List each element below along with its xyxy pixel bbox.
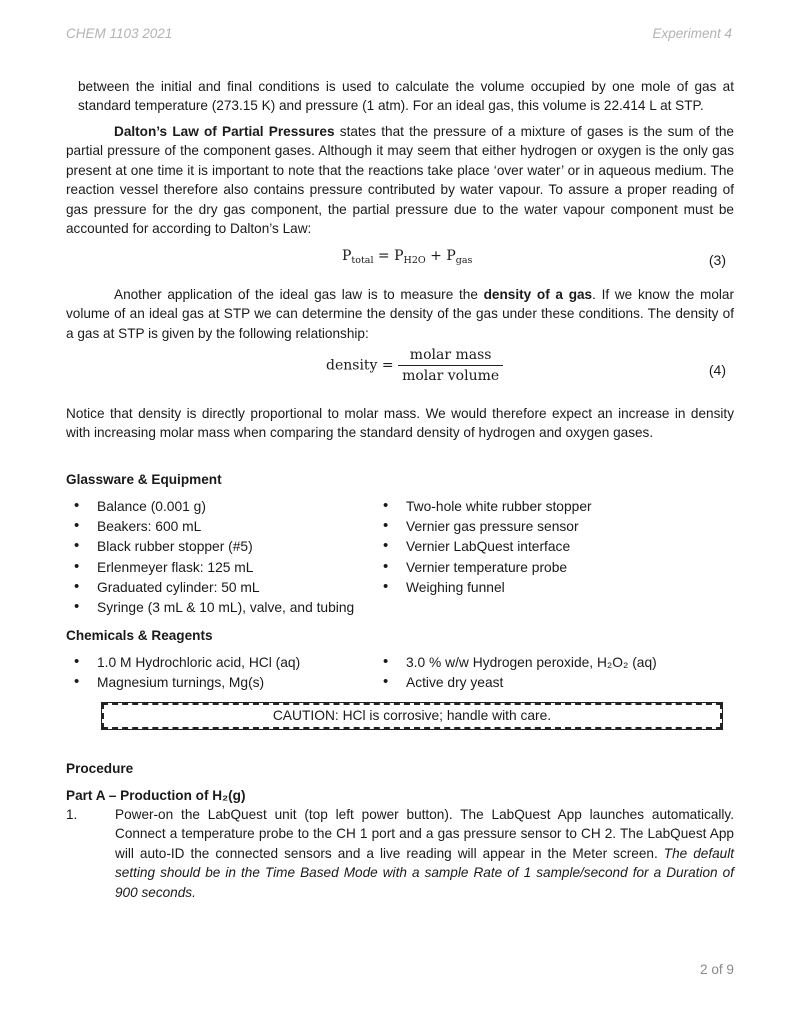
glassware-heading: Glassware & Equipment	[66, 472, 222, 487]
step-text: Power-on the LabQuest unit (top left power button). The LabQuest App launches automatically. Connect a temperature probe to the CH 1 port and a gas pressure sensor to CH 2. The LabQuest App will auto-ID the connected sensors and a live reading will appear in the Meter screen.	[115, 807, 734, 861]
list-item: • 1.0 M Hydrochloric acid, HCl (aq)	[66, 653, 376, 673]
procedure-heading: Procedure	[66, 761, 134, 776]
chemicals-heading: Chemicals & Reagents	[66, 628, 213, 643]
chemicals-list-right	[375, 653, 705, 693]
glassware-list-left	[66, 497, 376, 618]
intro-paragraph: between the initial and final conditions is used to calculate the volume occupied by one mole of gas at standard temperature (273.15 K) and pressure (1 atm). For an ideal gas, this volume is 22.414 L at STP.	[78, 79, 734, 114]
list-item: • Weighing funnel	[375, 578, 705, 598]
dalton-text: states that the pressure of a mixture of gases is the sum of the partial pressure of the component gases. Although it may seem that either hydrogen or oxygen is the only gas present at one time it is important to note that the reactions take place ‘over water’ or in aqueous medium. The reaction vessel therefore also contains pressure contributed by water vapour. To assure a proper reading of gas pressure for the dry gas component, the partial pressure due to the water vapour component must be accounted for according to Dalton’s Law:	[66, 124, 734, 237]
equation-3-body: $P_{total} = P_{H2O} + P_{gas}$	[342, 248, 473, 266]
step-note: The default setting should be in the Time Based Mode with a sample Rate of 1 sample/second for a Duration of 900 seconds.	[115, 845, 735, 900]
list-item: • Graduated cylinder: 50 mL	[66, 578, 376, 598]
density-paragraph: Another application of the ideal gas law is to measure the density of a gas. If we know the molar volume of an ideal gas at STP we can determine the density of the gas under these conditions. The density of a gas at STP is given by the following relationship:	[66, 287, 734, 341]
list-item: • Beakers: 600 mL	[66, 517, 376, 537]
list-item: • Erlenmeyer flask: 125 mL	[66, 558, 376, 578]
density-term: density of a gas	[483, 287, 593, 302]
equation-4-body: density = $\frac{\text{molar mass}}{\text{molar volume}}$	[326, 347, 503, 384]
header-experiment: Experiment 4	[652, 26, 732, 41]
list-item: • Two-hole white rubber stopper	[375, 497, 705, 517]
equation-3-number: (3)	[708, 252, 726, 268]
step-number: 1.	[66, 807, 78, 822]
list-item: • Black rubber stopper (#5)	[66, 537, 376, 557]
equation-4	[66, 347, 734, 391]
list-item: • Vernier LabQuest interface	[375, 537, 705, 557]
chemicals-list-left	[66, 653, 376, 693]
equation-4-number: (4)	[708, 362, 726, 378]
header-course: CHEM 1103 2021	[66, 26, 173, 41]
notice-paragraph: Notice that density is directly proportional to molar mass. We would therefore expect an increase in density with increasing molar mass when comparing the standard density of hydrogen and oxygen gases.	[66, 406, 734, 441]
list-item: • Vernier temperature probe	[375, 558, 705, 578]
density-fraction: $\frac{\text{molar mass}}{\text{molar volume}}$	[398, 347, 503, 384]
list-item: • Vernier gas pressure sensor	[375, 517, 705, 537]
procedure-step-1	[66, 805, 734, 902]
equation-3	[66, 248, 734, 270]
page-number: 2 of 9	[699, 962, 734, 977]
part-a-heading: Part A – Production of H₂(g)	[66, 788, 246, 803]
caution-box: CAUTION: HCl is corrosive; handle with care.	[102, 703, 722, 729]
dalton-law-term: Dalton’s Law of Partial Pressures	[114, 124, 335, 139]
dalton-paragraph	[66, 122, 734, 238]
list-item: • Active dry yeast	[375, 673, 705, 693]
glassware-list-right	[375, 497, 705, 598]
list-item: • 3.0 % w/w Hydrogen peroxide, H₂O₂ (aq)	[375, 653, 705, 673]
list-item: • Balance (0.001 g)	[66, 497, 376, 517]
list-item: • Magnesium turnings, Mg(s)	[66, 673, 376, 693]
list-item: • Syringe (3 mL & 10 mL), valve, and tubing	[66, 598, 376, 618]
